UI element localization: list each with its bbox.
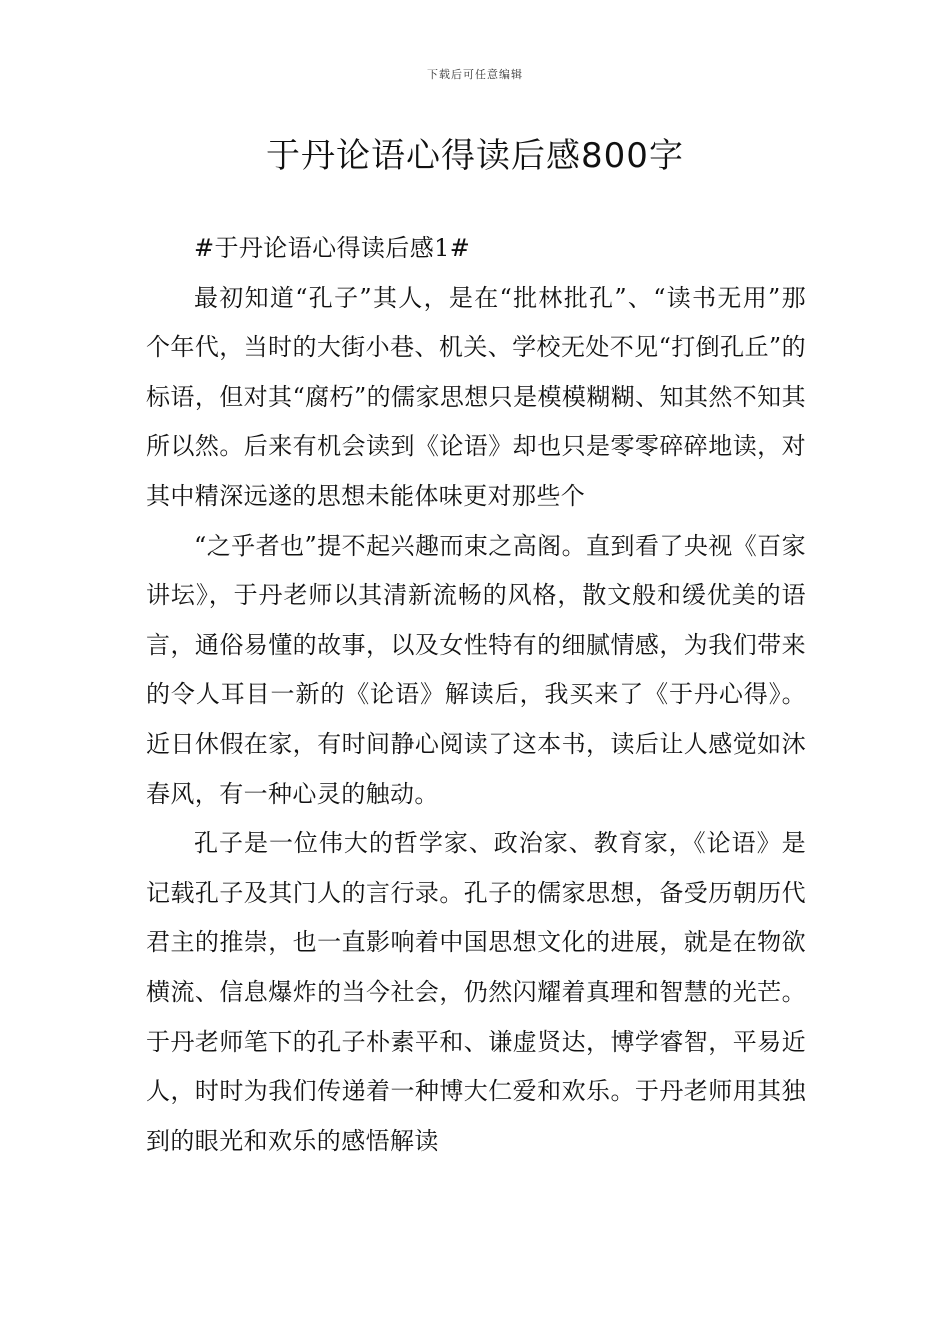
paragraph-2: “之乎者也”提不起兴趣而束之高阁。直到看了央视《百家讲坛》，于丹老师以其清新流畅的风格，散文般和缓优美的语言，通俗易懂的故事，以及女性特有的细腻情感，为我们带来的令人耳目一新的《论语》解读后，我买来了《于丹心得》。近日休假在家，有时间静心阅读了这本书，读后让人感觉如沐春风，有一种心灵的触动。 (146, 531, 806, 808)
section-heading: #于丹论语心得读后感1# (194, 234, 471, 262)
document-body (146, 224, 806, 1166)
header-note: 下载后可任意编辑 (427, 68, 523, 81)
paragraph-3: 孔子是一位伟大的哲学家、政治家、教育家，《论语》是记载孔子及其门人的言行录。孔子的儒家思想，备受历朝历代君主的推崇，也一直影响着中国思想文化的进展，就是在物欲横流、信息爆炸的当今社会，仍然闪耀着真理和智慧的光芒。于丹老师笔下的孔子朴素平和、谦虚贤达，博学睿智，平易近人，时时为我们传递着一种博大仁爱和欢乐。于丹老师用其独到的眼光和欢乐的感悟解读 (146, 829, 806, 1155)
page-title: 于丹论语心得读后感800字 (266, 136, 684, 176)
paragraph-1: 最初知道“孔子”其人，是在“批林批孔”、“读书无用”那个年代，当时的大街小巷、机关、学校无处不见“打倒孔丘”的标语，但对其“腐朽”的儒家思想只是模模糊糊、知其然不知其所以然。后来有机会读到《论语》却也只是零零碎碎地读，对其中精深远遂的思想未能体味更对那些个 (146, 283, 806, 510)
